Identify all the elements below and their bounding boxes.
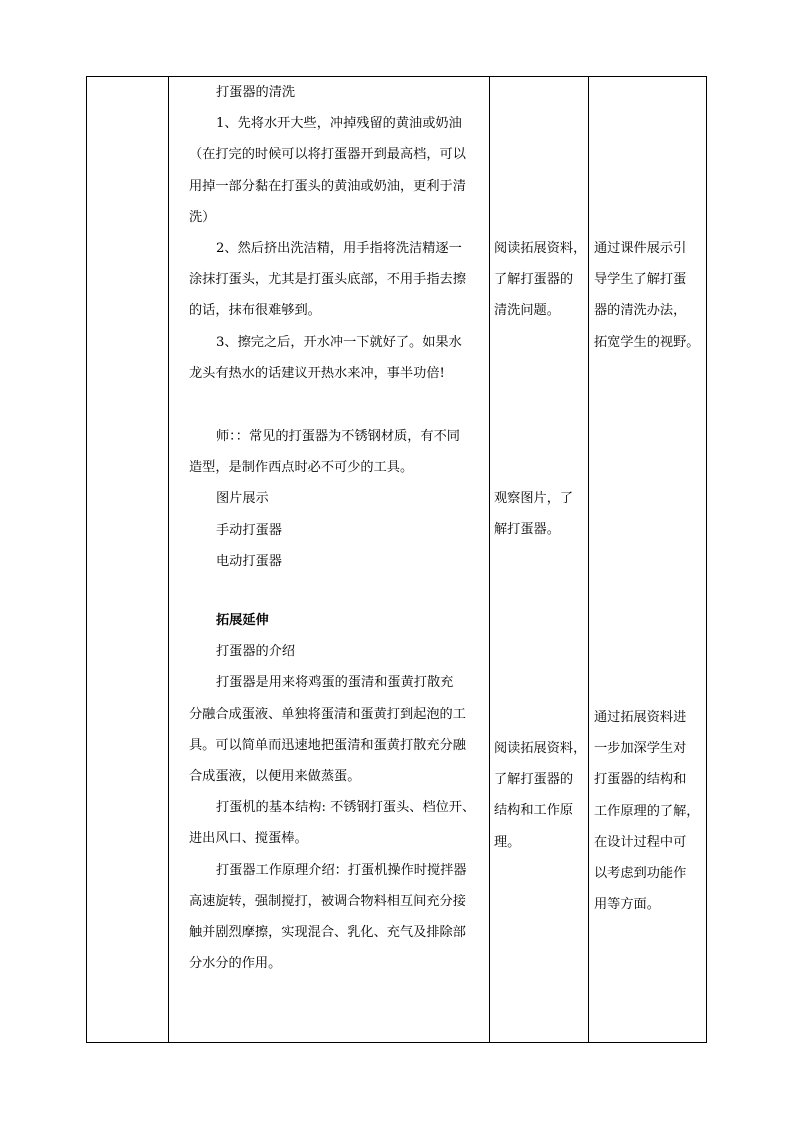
pictures-section bbox=[189, 421, 487, 577]
step2-line: 2、然后挤出洗洁精，用手指将洗洁精逐一 bbox=[216, 241, 462, 257]
teacher-line: 造型，是制作西点时必不可少的工具。 bbox=[189, 460, 414, 476]
extension-section bbox=[189, 605, 487, 979]
step1-line: 洗） bbox=[189, 209, 216, 225]
principle-line: 打蛋器工作原理介绍：打蛋机操作时搅拌器 bbox=[216, 862, 467, 878]
student-activity-3 bbox=[494, 733, 588, 858]
structure-line: 打蛋机的基本结构: 不锈钢打蛋头、档位开、 bbox=[216, 800, 476, 816]
activity-line: 了解打蛋器的 bbox=[494, 272, 574, 288]
intent-line: 工作原理的了解， bbox=[594, 803, 700, 819]
activity-line: 结构和工作原 bbox=[494, 803, 574, 819]
intent-line: 通过课件展示引 bbox=[594, 241, 687, 256]
teacher-line: 师：：常见的打蛋器为不锈钢材质，有不同 bbox=[216, 429, 460, 444]
intro-line: 合成蛋液，以便用来做蒸蛋。 bbox=[189, 769, 361, 785]
intro-title: 打蛋器的介绍 bbox=[216, 644, 296, 660]
column-divider-2 bbox=[489, 76, 490, 1043]
step1-line: （在打完的时候可以将打蛋器开到最高档，可以 bbox=[189, 147, 466, 163]
cleaning-section bbox=[189, 77, 487, 389]
step3-line: 3、擦完之后，开水冲一下就好了。如果水 bbox=[216, 334, 462, 350]
column-divider-3 bbox=[588, 76, 589, 1043]
intent-line: 打蛋器的结构和 bbox=[594, 772, 687, 788]
intent-line: 一步加深学生对 bbox=[594, 741, 687, 757]
activity-line: 观察图片，了 bbox=[494, 491, 574, 506]
activity-line: 解打蛋器。 bbox=[494, 522, 560, 538]
electric-beater-label: 电动打蛋器 bbox=[216, 553, 282, 569]
design-intent-3 bbox=[594, 702, 706, 920]
principle-line: 分水分的作用。 bbox=[189, 956, 282, 972]
step1-line: 用掉一部分黏在打蛋头的黄油或奶油，更利于清 bbox=[189, 178, 466, 194]
manual-beater-label: 手动打蛋器 bbox=[216, 522, 282, 538]
intent-line: 器的清洗办法， bbox=[594, 303, 687, 319]
picture-label: 图片展示 bbox=[216, 491, 269, 507]
intro-line: 具。可以简单而迅速地把蛋清和蛋黄打散充分融 bbox=[189, 737, 466, 753]
principle-line: 触并剧烈摩擦，实现混合、乳化、充气及排除部 bbox=[189, 925, 466, 941]
step2-line: 涂抹打蛋头，尤其是打蛋头底部，不用手指去擦 bbox=[189, 272, 466, 288]
intent-line: 以考虑到功能作 bbox=[594, 866, 687, 882]
student-activity-1 bbox=[494, 233, 588, 327]
step2-line: 的话，抹布很难够到。 bbox=[189, 303, 321, 319]
intent-line: 导学生了解打蛋 bbox=[594, 272, 687, 288]
step3-line: 龙头有热水的话建议开热水来冲，事半功倍! bbox=[189, 365, 445, 381]
step1-line: 1、先将水开大些，冲掉残留的黄油或奶油 bbox=[216, 116, 462, 132]
intent-line: 在设计过程中可 bbox=[594, 834, 687, 850]
cleaning-heading: 打蛋器的清洗 bbox=[216, 85, 296, 100]
structure-line: 进出风口、搅蛋棒。 bbox=[189, 831, 308, 847]
extension-heading: 拓展延伸 bbox=[216, 613, 269, 628]
activity-line: 阅读拓展资料， bbox=[494, 241, 587, 256]
intent-line: 通过拓展资料进 bbox=[594, 710, 687, 725]
intent-line: 拓宽学生的视野。 bbox=[594, 334, 700, 350]
activity-line: 清洗问题。 bbox=[494, 303, 560, 319]
activity-line: 理。 bbox=[494, 834, 521, 850]
intro-line: 分融合成蛋液、单独将蛋清和蛋黄打到起泡的工 bbox=[189, 706, 466, 722]
activity-line: 了解打蛋器的 bbox=[494, 772, 574, 788]
principle-line: 高速旋转，强制搅打，被调合物料相互间充分接 bbox=[189, 893, 466, 909]
design-intent-1 bbox=[594, 233, 706, 358]
intro-line: 打蛋器是用来将鸡蛋的蛋清和蛋黄打散充 bbox=[216, 675, 454, 691]
activity-line: 阅读拓展资料， bbox=[494, 741, 587, 756]
intent-line: 用等方面。 bbox=[594, 897, 660, 913]
column-divider-1 bbox=[168, 76, 169, 1043]
student-activity-2 bbox=[494, 483, 588, 545]
